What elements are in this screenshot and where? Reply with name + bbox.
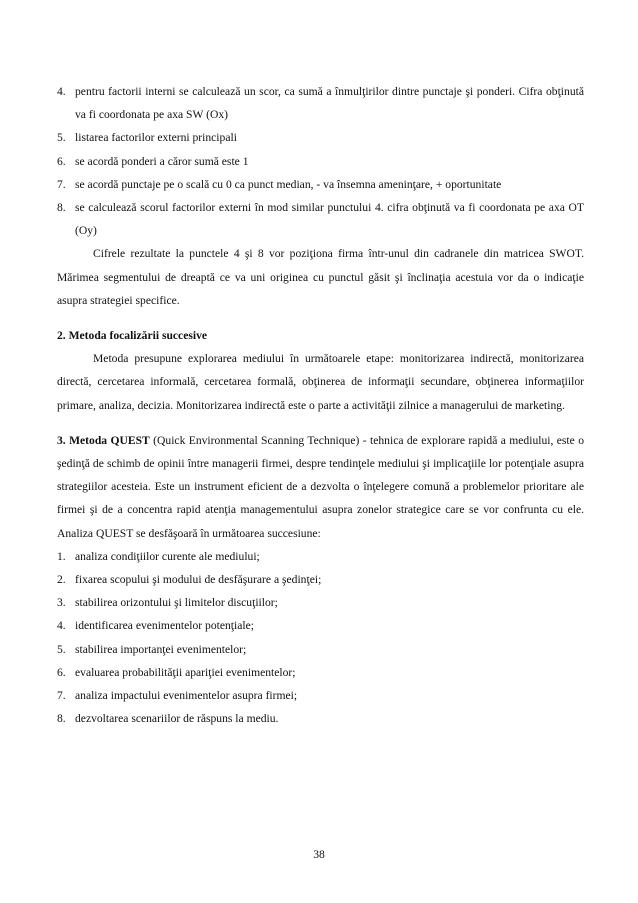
list-item — [57, 126, 584, 149]
list-item — [57, 684, 584, 707]
page-number: 38 — [313, 848, 325, 861]
list-item — [57, 707, 584, 730]
list-item-number: 3. — [57, 596, 66, 610]
list-item — [57, 80, 584, 126]
list-item-text: se acordă ponderi a căror sumă este 1 — [75, 154, 249, 168]
list-item-number: 2. — [57, 573, 66, 587]
list-item — [57, 661, 584, 684]
section-text: (Quick Environmental Scanning Technique) - tehnica de explorare rapidă a mediului, este o şedinţă de schimb de opinii între managerii firmei, despre tendinţele mediului şi implicaţiile lor potenţiale asupra strategiilor acesteia. Este un instrument eficient de a dezvolta o înţelegere comună a problemelor prioritare ale firmei şi de a concentra rapid atenţia managementului asupra zonelor strategice care se vor confrunta cu ele. Analiza QUEST se desfăşoară în următoarea succesiune: — [57, 433, 584, 540]
list-item — [57, 545, 584, 568]
list-item-text: se acordă punctaje pe o scală cu 0 ca punct median, - va însemna ameninţare, + oportunitate — [75, 177, 502, 191]
section-focalizare — [57, 324, 584, 417]
list-item-text: pentru factorii interni se calculează un scor, ca sumă a înmulţirilor dintre punctaje şi ponderi. Cifra obţinută va fi coordonata pe axa SW (Ox) — [75, 85, 584, 122]
list-item-number: 6. — [57, 665, 66, 679]
swot-paragraph: Cifrele rezultate la punctele 4 şi 8 vor poziţiona firma într-unul din cadranele din matricea SWOT. Mărimea segmentului de dreaptă ce va uni originea cu punctul găsit şi înclinaţia acestuia vor da o indicaţie asupra strategiei specifice. — [57, 247, 584, 307]
list-item-number: 6. — [57, 154, 66, 168]
list-item — [57, 591, 584, 614]
numbered-list-swot-steps — [57, 80, 584, 242]
list-item-number: 5. — [57, 642, 66, 656]
numbered-list-quest-steps — [57, 545, 584, 731]
list-item-number: 4. — [57, 619, 66, 633]
list-item-text: se calculează scorul factorilor externi în mod similar punctului 4. cifra obţinută va fi coordonata pe axa OT (Oy) — [75, 201, 584, 238]
list-item-number: 5. — [57, 131, 66, 145]
section-heading: 2. Metoda focalizării succesive — [57, 329, 208, 343]
list-item — [57, 614, 584, 637]
list-item — [57, 196, 584, 242]
list-item-text: identificarea evenimentelor potenţiale; — [75, 619, 254, 633]
list-item — [57, 638, 584, 661]
list-item-number: 4. — [57, 85, 66, 98]
list-item-text: listarea factorilor externi principali — [75, 131, 237, 145]
page-content — [57, 80, 584, 730]
list-item — [57, 568, 584, 591]
list-item-text: evaluarea probabilităţii apariţiei evenimentelor; — [75, 665, 296, 679]
list-item-text: dezvoltarea scenariilor de răspuns la mediu. — [75, 712, 279, 726]
list-item-text: stabilirea orizontului şi limitelor discuţiilor; — [75, 596, 278, 610]
list-item-number: 8. — [57, 712, 66, 726]
list-item-number: 7. — [57, 177, 66, 191]
list-item-text: analiza condiţiilor curente ale mediului; — [75, 549, 260, 563]
list-item — [57, 150, 584, 173]
list-item — [57, 173, 584, 196]
list-item-text: fixarea scopului şi modului de desfăşurare a şedinţei; — [75, 573, 322, 587]
list-item-number: 7. — [57, 689, 66, 703]
section-quest — [57, 429, 584, 731]
list-item-text: stabilirea importanţei evenimentelor; — [75, 642, 247, 656]
quest-paragraph — [57, 429, 584, 545]
list-item-number: 8. — [57, 201, 66, 215]
list-item-number: 1. — [57, 549, 66, 563]
section-text: Metoda presupune explorarea mediului în următoarele etape: monitorizarea indirectă, monitorizarea directă, cercetarea informală, cercetarea formală, obţinerea de informaţii secundare, obţinerea informaţiilor primare, analiza, decizia. Monitorizarea indirectă este o parte a activităţii zilnice a managerului de marketing. — [57, 352, 584, 412]
list-item-text: analiza impactului evenimentelor asupra firmei; — [75, 689, 298, 703]
section-heading: 3. Metoda QUEST — [57, 433, 150, 447]
